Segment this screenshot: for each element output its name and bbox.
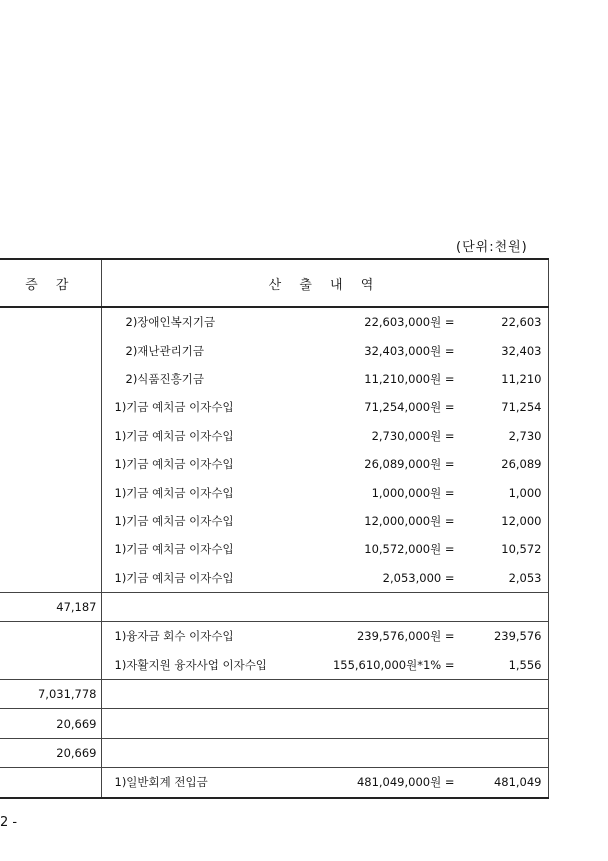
item-formula: 481,049,000원 = (356, 775, 455, 790)
item-description: 2)장애인복지기금 (125, 315, 216, 330)
calculation-detail (101, 307, 548, 336)
calculation-detail (101, 507, 548, 535)
change-amount (0, 336, 101, 364)
change-amount: 7,031,778 (0, 680, 101, 709)
table-row (0, 651, 548, 680)
change-amount (0, 393, 101, 421)
table-row (0, 365, 548, 393)
item-amount: 71,254 (501, 400, 542, 415)
change-amount (0, 651, 101, 680)
item-formula: 2,053,000 = (382, 570, 455, 585)
change-amount (0, 768, 101, 798)
item-amount: 26,089 (501, 457, 542, 472)
item-formula: 155,610,000원*1% = (332, 657, 455, 672)
item-formula: 32,403,000원 = (364, 343, 455, 358)
item-description: 1)기금 예치금 이자수입 (114, 400, 234, 415)
page-number: 2 - (0, 815, 18, 830)
table-row (0, 507, 548, 535)
header-calculation: 산 출 내 역 (101, 259, 548, 307)
item-amount: 32,403 (501, 343, 542, 358)
change-amount (0, 365, 101, 393)
calculation-detail (101, 709, 548, 738)
item-formula: 26,089,000원 = (364, 457, 455, 472)
calculation-detail (101, 651, 548, 680)
header-change: 증 감 (0, 259, 101, 307)
table-row (0, 422, 548, 450)
item-description: 1)자활지원 융자사업 이자수입 (114, 657, 267, 672)
item-amount: 12,000 (501, 513, 542, 528)
table-row (0, 768, 548, 798)
change-amount (0, 450, 101, 478)
item-amount: 481,049 (493, 775, 542, 790)
calculation-detail (101, 365, 548, 393)
table-row (0, 336, 548, 364)
table-row (0, 307, 548, 336)
change-amount (0, 307, 101, 336)
item-amount: 1,000 (508, 485, 542, 500)
item-formula: 2,730,000원 = (371, 428, 455, 443)
calculation-detail (101, 622, 548, 651)
budget-table (0, 258, 549, 799)
calculation-detail (101, 336, 548, 364)
change-amount (0, 535, 101, 563)
calculation-detail (101, 450, 548, 478)
item-formula: 1,000,000원 = (371, 485, 455, 500)
item-formula: 22,603,000원 = (364, 315, 455, 330)
table-row (0, 393, 548, 421)
item-description: 2)식품진흥기금 (125, 371, 204, 386)
table-row (0, 478, 548, 506)
item-amount: 1,556 (508, 657, 542, 672)
item-formula: 71,254,000원 = (364, 400, 455, 415)
item-description: 1)기금 예치금 이자수입 (114, 485, 234, 500)
item-description: 1)기금 예치금 이자수입 (114, 457, 234, 472)
change-amount (0, 622, 101, 651)
calculation-detail (101, 564, 548, 593)
change-amount (0, 507, 101, 535)
table-row (0, 622, 548, 651)
item-formula: 12,000,000원 = (364, 513, 455, 528)
table-body (0, 307, 548, 798)
change-amount: 20,669 (0, 738, 101, 767)
change-amount (0, 478, 101, 506)
item-description: 2)재난관리기금 (125, 343, 204, 358)
table-row (0, 709, 548, 738)
item-formula: 239,576,000원 = (356, 629, 455, 644)
calculation-detail (101, 592, 548, 621)
calculation-detail (101, 422, 548, 450)
item-amount: 10,572 (501, 542, 542, 557)
change-amount (0, 564, 101, 593)
item-amount: 2,053 (508, 570, 542, 585)
change-amount: 20,669 (0, 709, 101, 738)
table-row (0, 564, 548, 593)
calculation-detail (101, 680, 548, 709)
item-description: 1)융자금 회수 이자수입 (114, 629, 234, 644)
table-row (0, 535, 548, 563)
table-row (0, 450, 548, 478)
table-row (0, 738, 548, 767)
item-description: 1)기금 예치금 이자수입 (114, 428, 234, 443)
item-description: 1)기금 예치금 이자수입 (114, 542, 234, 557)
unit-label: (단위:천원) (456, 240, 528, 255)
table-header-row (0, 259, 548, 307)
calculation-detail (101, 738, 548, 767)
item-amount: 2,730 (508, 428, 542, 443)
calculation-detail (101, 768, 548, 798)
table-row (0, 592, 548, 621)
change-amount (0, 422, 101, 450)
item-amount: 11,210 (501, 371, 542, 386)
item-formula: 11,210,000원 = (364, 371, 455, 386)
item-description: 1)일반회계 전입금 (114, 775, 208, 790)
item-amount: 239,576 (493, 629, 542, 644)
item-amount: 22,603 (501, 315, 542, 330)
calculation-detail (101, 535, 548, 563)
table-row (0, 680, 548, 709)
item-description: 1)기금 예치금 이자수입 (114, 570, 234, 585)
calculation-detail (101, 393, 548, 421)
item-formula: 10,572,000원 = (364, 542, 455, 557)
change-amount: 47,187 (0, 592, 101, 621)
item-description: 1)기금 예치금 이자수입 (114, 513, 234, 528)
calculation-detail (101, 478, 548, 506)
